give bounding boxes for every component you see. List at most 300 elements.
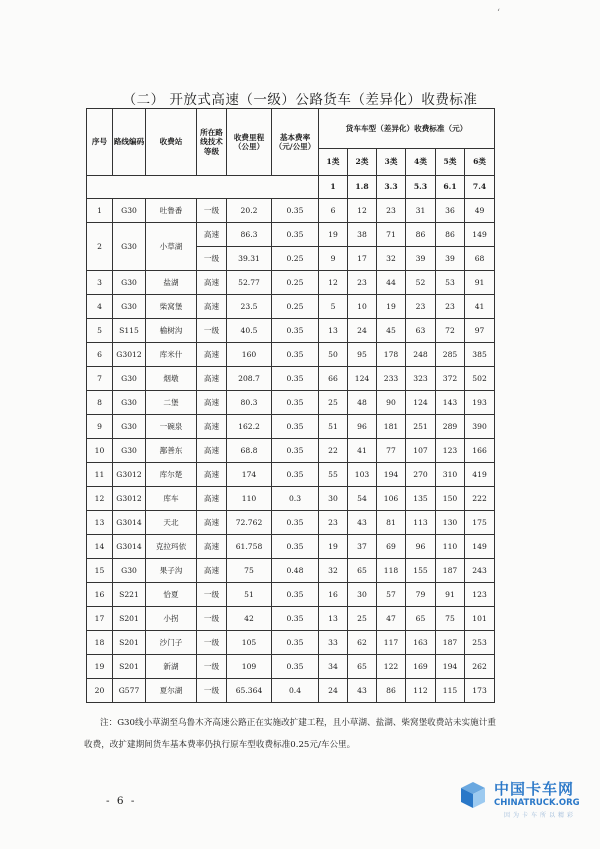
cell-mileage: 51 (227, 583, 272, 607)
cell-fee-class-4: 323 (406, 367, 436, 391)
cell-fee-class-6: 175 (465, 511, 495, 535)
watermark-cn: 中国卡车网 (494, 780, 575, 798)
cell-fee-class-6: 243 (465, 559, 495, 583)
cell-seq: 14 (87, 535, 113, 559)
cell-fee-class-4: 270 (406, 463, 436, 487)
cell-grade: 高速 (197, 295, 227, 319)
cell-fee-class-5: 187 (436, 559, 465, 583)
table-row (87, 199, 495, 223)
cell-grade: 一级 (197, 607, 227, 631)
cell-seq: 12 (87, 487, 113, 511)
cell-fee-class-6: 97 (465, 319, 495, 343)
cell-fee-class-6: 91 (465, 271, 495, 295)
cell-mileage: 68.8 (227, 439, 272, 463)
coefficient-2: 1.8 (348, 176, 377, 199)
cell-fee-class-3: 86 (377, 679, 406, 703)
cell-fee-class-6: 101 (465, 607, 495, 631)
cell-fee-class-3: 57 (377, 583, 406, 607)
cell-fee-class-3: 233 (377, 367, 406, 391)
cell-station: 沙门子 (146, 631, 197, 655)
cell-rate: 0.35 (272, 607, 319, 631)
cell-grade: 一级 (197, 631, 227, 655)
header-class-2: 2类 (348, 149, 377, 176)
table-row (87, 223, 495, 247)
cell-fee-class-3: 69 (377, 535, 406, 559)
cell-mileage: 109 (227, 655, 272, 679)
cell-grade: 高速 (197, 367, 227, 391)
cell-fee-class-4: 39 (406, 247, 436, 271)
cell-fee-class-4: 163 (406, 631, 436, 655)
cell-mileage: 23.5 (227, 295, 272, 319)
cell-route: S201 (113, 631, 146, 655)
table-row (87, 415, 495, 439)
cell-fee-class-5: 289 (436, 415, 465, 439)
header-class-5: 5类 (436, 149, 465, 176)
cell-seq: 2 (87, 223, 113, 271)
cell-route: G30 (113, 271, 146, 295)
header-coef-spacer (87, 176, 319, 199)
cell-rate: 0.35 (272, 463, 319, 487)
cell-rate: 0.35 (272, 391, 319, 415)
cell-fee-class-2: 43 (348, 679, 377, 703)
cell-fee-class-6: 222 (465, 487, 495, 511)
cell-route: G30 (113, 439, 146, 463)
cell-station: 夏尔湖 (146, 679, 197, 703)
cell-fee-class-6: 173 (465, 679, 495, 703)
table-row (87, 487, 495, 511)
cell-fee-class-5: 91 (436, 583, 465, 607)
cell-fee-class-4: 155 (406, 559, 436, 583)
table-row (87, 295, 495, 319)
cell-fee-class-2: 54 (348, 487, 377, 511)
table-row (87, 583, 495, 607)
cell-grade: 高速 (197, 439, 227, 463)
cell-rate: 0.3 (272, 487, 319, 511)
cell-mileage: 110 (227, 487, 272, 511)
cell-station: 库车 (146, 487, 197, 511)
cell-seq: 4 (87, 295, 113, 319)
table-row (87, 367, 495, 391)
cell-station: 一碗泉 (146, 415, 197, 439)
cell-grade: 高速 (197, 415, 227, 439)
cell-fee-class-4: 23 (406, 295, 436, 319)
cell-fee-class-5: 372 (436, 367, 465, 391)
cell-fee-class-6: 502 (465, 367, 495, 391)
cell-fee-class-5: 39 (436, 247, 465, 271)
cell-fee-class-1: 6 (319, 199, 348, 223)
cell-fee-class-4: 52 (406, 271, 436, 295)
cell-fee-class-1: 9 (319, 247, 348, 271)
cell-fee-class-5: 194 (436, 655, 465, 679)
cell-fee-class-3: 77 (377, 439, 406, 463)
cell-fee-class-3: 47 (377, 607, 406, 631)
coefficient-6: 7.4 (465, 176, 495, 199)
cell-route: S201 (113, 607, 146, 631)
cell-mileage: 20.2 (227, 199, 272, 223)
cell-station: 天北 (146, 511, 197, 535)
cell-fee-class-6: 68 (465, 247, 495, 271)
cell-mileage: 52.77 (227, 271, 272, 295)
cell-fee-class-3: 19 (377, 295, 406, 319)
cell-station: 恰夏 (146, 583, 197, 607)
cell-fee-class-6: 419 (465, 463, 495, 487)
table-row (87, 439, 495, 463)
cell-fee-class-2: 43 (348, 511, 377, 535)
cell-route: G30 (113, 415, 146, 439)
cell-fee-class-3: 194 (377, 463, 406, 487)
cell-station: 榆树沟 (146, 319, 197, 343)
cell-fee-class-2: 12 (348, 199, 377, 223)
footnote: 注：G30线小草湖至乌鲁木齐高速公路正在实施改扩建工程，且小草湖、盐湖、柴窝堡收费站未实施计重收费，改扩建期间货车基本费率仍执行原车型收费标准0.25元/车公里。 (84, 718, 496, 750)
cell-grade: 高速 (197, 343, 227, 367)
cell-fee-class-1: 22 (319, 439, 348, 463)
cell-mileage: 40.5 (227, 319, 272, 343)
cell-seq: 11 (87, 463, 113, 487)
cell-fee-class-2: 37 (348, 535, 377, 559)
cell-fee-class-2: 124 (348, 367, 377, 391)
cell-grade: 一级 (197, 583, 227, 607)
cell-mileage: 105 (227, 631, 272, 655)
cell-fee-class-1: 13 (319, 607, 348, 631)
cell-mileage: 72.762 (227, 511, 272, 535)
cell-fee-class-3: 23 (377, 199, 406, 223)
header-class-3: 3类 (377, 149, 406, 176)
cell-fee-class-5: 115 (436, 679, 465, 703)
cell-fee-class-1: 5 (319, 295, 348, 319)
cell-fee-class-2: 41 (348, 439, 377, 463)
cell-rate: 0.35 (272, 343, 319, 367)
cell-fee-class-2: 62 (348, 631, 377, 655)
cell-fee-class-3: 45 (377, 319, 406, 343)
cell-rate: 0.35 (272, 223, 319, 247)
cell-fee-class-4: 169 (406, 655, 436, 679)
table-row (87, 655, 495, 679)
cell-grade: 高速 (197, 511, 227, 535)
header-class-4: 4类 (406, 149, 436, 176)
table-row (87, 343, 495, 367)
cell-fee-class-5: 310 (436, 463, 465, 487)
cell-fee-class-3: 44 (377, 271, 406, 295)
cell-fee-class-6: 166 (465, 439, 495, 463)
cell-fee-class-1: 33 (319, 631, 348, 655)
cell-rate: 0.35 (272, 439, 319, 463)
header-route: 路线编码 (113, 109, 146, 176)
cell-fee-class-1: 13 (319, 319, 348, 343)
header-grade: 所在路线技术等级 (197, 109, 227, 176)
cell-fee-class-2: 65 (348, 559, 377, 583)
cell-fee-class-4: 31 (406, 199, 436, 223)
cell-fee-class-2: 65 (348, 655, 377, 679)
cell-seq: 9 (87, 415, 113, 439)
watermark-sub: 因为卡车所以精彩 (504, 812, 577, 819)
cube-logo-icon (458, 780, 488, 810)
table-row (87, 631, 495, 655)
header-fee-group: 货车车型（差异化）收费标准（元） (319, 109, 495, 149)
cell-mileage: 42 (227, 607, 272, 631)
cell-mileage: 86.3 (227, 223, 272, 247)
cell-grade: 一级 (197, 679, 227, 703)
cell-route: G30 (113, 559, 146, 583)
cell-grade: 高速 (197, 535, 227, 559)
cell-fee-class-5: 285 (436, 343, 465, 367)
cell-station: 鄯善东 (146, 439, 197, 463)
coefficient-5: 6.1 (436, 176, 465, 199)
table-row (87, 319, 495, 343)
header-class-1: 1类 (319, 149, 348, 176)
header-base-rate: 基本费率（元/公里） (272, 109, 319, 176)
cell-fee-class-5: 72 (436, 319, 465, 343)
cell-fee-class-4: 65 (406, 607, 436, 631)
cell-fee-class-5: 53 (436, 271, 465, 295)
cell-fee-class-1: 23 (319, 511, 348, 535)
cell-fee-class-3: 81 (377, 511, 406, 535)
table-row (87, 559, 495, 583)
cell-grade: 高速 (197, 559, 227, 583)
coefficient-4: 5.3 (406, 176, 436, 199)
cell-station: 克拉玛依 (146, 535, 197, 559)
header-class-6: 6类 (465, 149, 495, 176)
cell-fee-class-5: 23 (436, 295, 465, 319)
cell-route: G30 (113, 199, 146, 223)
cell-route: G3014 (113, 511, 146, 535)
cell-fee-class-4: 135 (406, 487, 436, 511)
cell-seq: 20 (87, 679, 113, 703)
cell-rate: 0.35 (272, 583, 319, 607)
cell-fee-class-1: 12 (319, 271, 348, 295)
cell-fee-class-4: 107 (406, 439, 436, 463)
cell-rate: 0.35 (272, 415, 319, 439)
cell-route: G3012 (113, 463, 146, 487)
cell-route: G3012 (113, 487, 146, 511)
cell-seq: 8 (87, 391, 113, 415)
cell-grade: 高速 (197, 271, 227, 295)
cell-station: 二堡 (146, 391, 197, 415)
watermark-logo (458, 776, 588, 836)
cell-fee-class-3: 118 (377, 559, 406, 583)
cell-mileage: 65.364 (227, 679, 272, 703)
cell-rate: 0.25 (272, 247, 319, 271)
table-row (87, 511, 495, 535)
cell-rate: 0.48 (272, 559, 319, 583)
cell-fee-class-4: 124 (406, 391, 436, 415)
cell-fee-class-4: 248 (406, 343, 436, 367)
cell-route: G30 (113, 223, 146, 271)
cell-fee-class-3: 106 (377, 487, 406, 511)
cell-fee-class-6: 253 (465, 631, 495, 655)
table-row (87, 535, 495, 559)
cell-seq: 1 (87, 199, 113, 223)
cell-seq: 10 (87, 439, 113, 463)
cell-station: 库尔楚 (146, 463, 197, 487)
cell-grade: 一级 (197, 247, 227, 271)
cell-seq: 19 (87, 655, 113, 679)
cell-fee-class-3: 71 (377, 223, 406, 247)
table-row (87, 391, 495, 415)
cell-mileage: 39.31 (227, 247, 272, 271)
cell-mileage: 75 (227, 559, 272, 583)
cell-grade: 高速 (197, 391, 227, 415)
cell-station: 烟墩 (146, 367, 197, 391)
header-coef-row (87, 176, 495, 199)
cell-fee-class-3: 178 (377, 343, 406, 367)
cell-fee-class-2: 24 (348, 319, 377, 343)
cell-station: 柴窝堡 (146, 295, 197, 319)
cell-fee-class-2: 38 (348, 223, 377, 247)
cell-mileage: 162.2 (227, 415, 272, 439)
table-row (87, 271, 495, 295)
cell-fee-class-1: 55 (319, 463, 348, 487)
cell-rate: 0.25 (272, 295, 319, 319)
watermark-en: CHINATRUCK.ORG (494, 798, 580, 808)
cell-fee-class-3: 181 (377, 415, 406, 439)
cell-fee-class-1: 19 (319, 223, 348, 247)
cell-grade: 一级 (197, 655, 227, 679)
cell-fee-class-5: 130 (436, 511, 465, 535)
cell-fee-class-2: 10 (348, 295, 377, 319)
cell-fee-class-2: 17 (348, 247, 377, 271)
cell-grade: 高速 (197, 487, 227, 511)
cell-station: 新湖 (146, 655, 197, 679)
cell-fee-class-1: 32 (319, 559, 348, 583)
cell-fee-class-5: 187 (436, 631, 465, 655)
header-seq: 序号 (87, 109, 113, 176)
cell-fee-class-6: 123 (465, 583, 495, 607)
cell-station: 小拐 (146, 607, 197, 631)
table-body (87, 109, 495, 703)
cell-rate: 0.35 (272, 367, 319, 391)
cell-route: G577 (113, 679, 146, 703)
header-row (87, 109, 495, 149)
coefficient-1: 1 (319, 176, 348, 199)
page-number: - 6 - (106, 795, 137, 807)
cell-fee-class-2: 30 (348, 583, 377, 607)
cell-grade: 高速 (197, 463, 227, 487)
cell-mileage: 80.3 (227, 391, 272, 415)
cell-rate: 0.35 (272, 511, 319, 535)
cell-fee-class-3: 122 (377, 655, 406, 679)
cell-station: 库米什 (146, 343, 197, 367)
cell-fee-class-1: 34 (319, 655, 348, 679)
cell-rate: 0.35 (272, 319, 319, 343)
cell-fee-class-5: 36 (436, 199, 465, 223)
cell-fee-class-2: 25 (348, 607, 377, 631)
cell-fee-class-5: 150 (436, 487, 465, 511)
cell-rate: 0.35 (272, 655, 319, 679)
cell-fee-class-1: 16 (319, 583, 348, 607)
cell-route: S115 (113, 319, 146, 343)
cell-fee-class-6: 41 (465, 295, 495, 319)
cell-seq: 5 (87, 319, 113, 343)
cell-seq: 15 (87, 559, 113, 583)
cell-fee-class-4: 63 (406, 319, 436, 343)
cell-fee-class-4: 251 (406, 415, 436, 439)
cell-fee-class-4: 79 (406, 583, 436, 607)
cell-fee-class-1: 24 (319, 679, 348, 703)
cell-grade: 高速 (197, 223, 227, 247)
cell-fee-class-6: 193 (465, 391, 495, 415)
cell-seq: 6 (87, 343, 113, 367)
cell-fee-class-2: 96 (348, 415, 377, 439)
cell-fee-class-2: 103 (348, 463, 377, 487)
cell-rate: 0.25 (272, 271, 319, 295)
cell-fee-class-6: 149 (465, 535, 495, 559)
cell-seq: 3 (87, 271, 113, 295)
cell-seq: 16 (87, 583, 113, 607)
cell-fee-class-2: 48 (348, 391, 377, 415)
cell-mileage: 208.7 (227, 367, 272, 391)
cell-mileage: 61.758 (227, 535, 272, 559)
table-row (87, 679, 495, 703)
cell-fee-class-4: 112 (406, 679, 436, 703)
cell-seq: 13 (87, 511, 113, 535)
cell-route: G3012 (113, 343, 146, 367)
cell-fee-class-6: 390 (465, 415, 495, 439)
cell-grade: 一级 (197, 199, 227, 223)
cell-fee-class-3: 32 (377, 247, 406, 271)
cell-fee-class-6: 385 (465, 343, 495, 367)
cell-fee-class-1: 30 (319, 487, 348, 511)
cell-fee-class-2: 95 (348, 343, 377, 367)
cell-fee-class-5: 110 (436, 535, 465, 559)
cell-rate: 0.4 (272, 679, 319, 703)
header-mileage: 收费里程（公里） (227, 109, 272, 176)
header-station: 收费站 (146, 109, 197, 176)
cell-fee-class-5: 86 (436, 223, 465, 247)
table-row (87, 607, 495, 631)
cell-fee-class-4: 113 (406, 511, 436, 535)
cell-fee-class-6: 149 (465, 223, 495, 247)
cell-route: G30 (113, 367, 146, 391)
cell-fee-class-4: 86 (406, 223, 436, 247)
cell-fee-class-5: 75 (436, 607, 465, 631)
cell-seq: 18 (87, 631, 113, 655)
cell-fee-class-6: 49 (465, 199, 495, 223)
cell-route: S221 (113, 583, 146, 607)
cell-station: 果子沟 (146, 559, 197, 583)
cell-station: 小草湖 (146, 223, 197, 271)
cell-seq: 17 (87, 607, 113, 631)
cell-seq: 7 (87, 367, 113, 391)
cell-fee-class-1: 50 (319, 343, 348, 367)
cell-rate: 0.35 (272, 199, 319, 223)
page-title: （二） 开放式高速（一级）公路货车（差异化）收费标准 (122, 92, 478, 108)
cell-fee-class-3: 90 (377, 391, 406, 415)
cell-fee-class-2: 23 (348, 271, 377, 295)
coefficient-3: 3.3 (377, 176, 406, 199)
cell-route: G3014 (113, 535, 146, 559)
table-row (87, 463, 495, 487)
cell-mileage: 160 (227, 343, 272, 367)
cell-fee-class-1: 19 (319, 535, 348, 559)
cell-mileage: 174 (227, 463, 272, 487)
cell-route: G30 (113, 295, 146, 319)
cell-fee-class-1: 66 (319, 367, 348, 391)
cell-route: G30 (113, 391, 146, 415)
cell-station: 盐湖 (146, 271, 197, 295)
corner-mark: ‘ (496, 8, 500, 19)
cell-grade: 一级 (197, 319, 227, 343)
cell-fee-class-5: 143 (436, 391, 465, 415)
cell-fee-class-1: 51 (319, 415, 348, 439)
cell-route: S201 (113, 655, 146, 679)
cell-fee-class-1: 25 (319, 391, 348, 415)
cell-fee-class-6: 262 (465, 655, 495, 679)
cell-rate: 0.35 (272, 535, 319, 559)
cell-fee-class-4: 96 (406, 535, 436, 559)
cell-fee-class-5: 123 (436, 439, 465, 463)
cell-fee-class-3: 117 (377, 631, 406, 655)
toll-fee-table (86, 108, 495, 703)
